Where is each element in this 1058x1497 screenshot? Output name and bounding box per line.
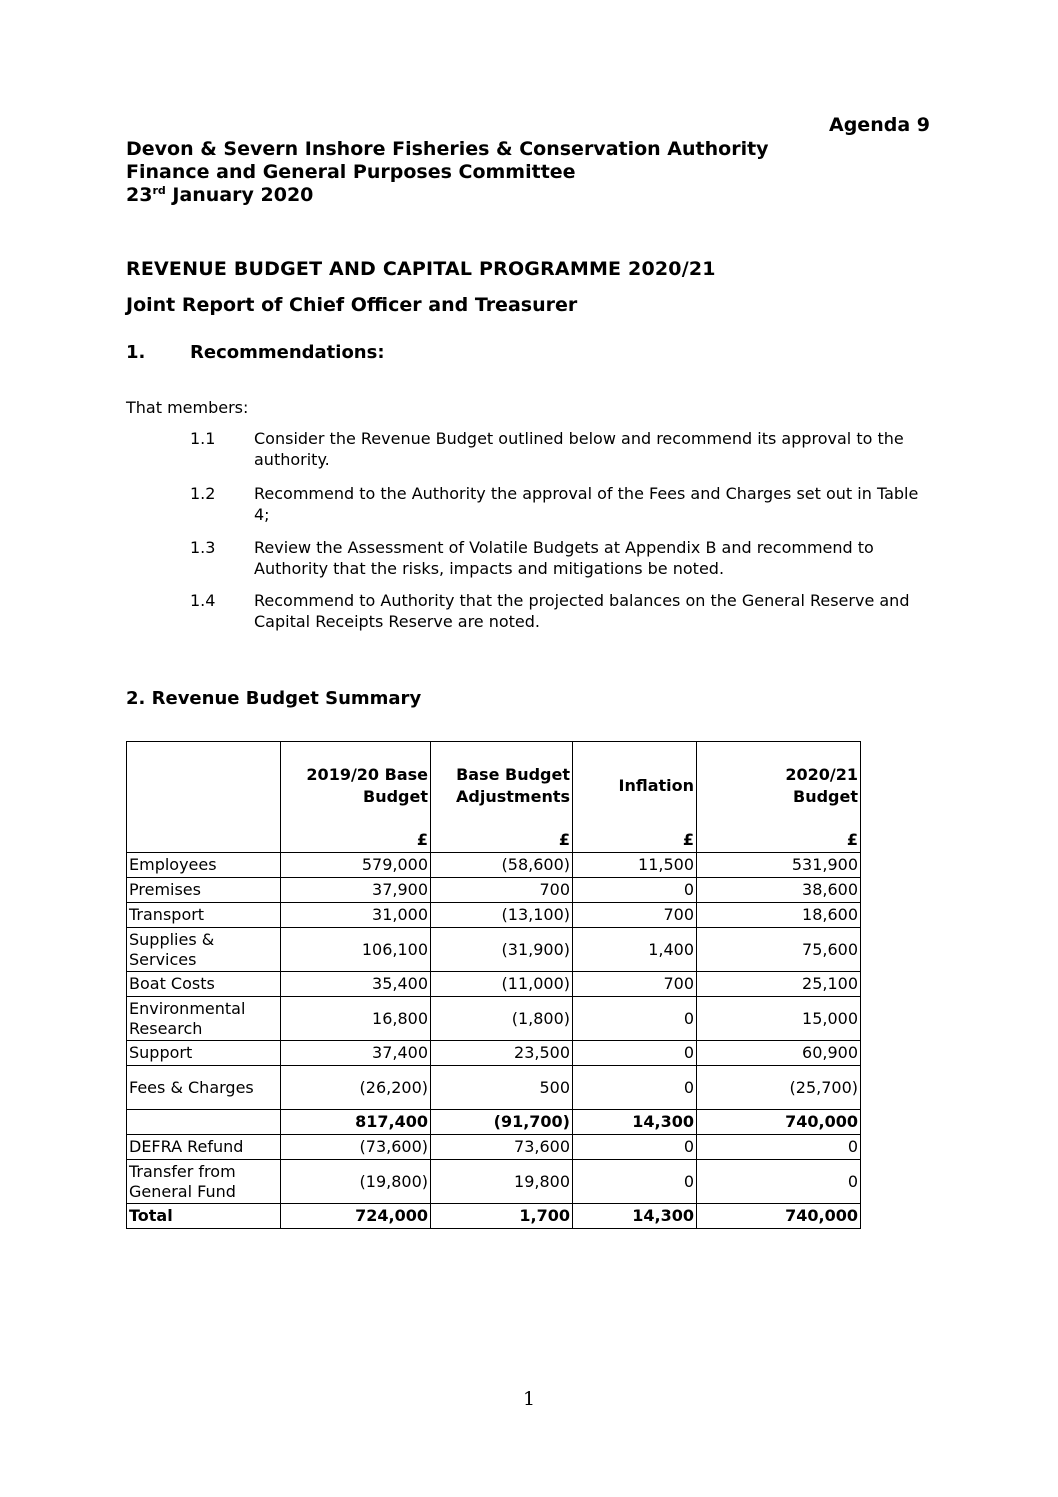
table-row	[127, 1066, 861, 1110]
table-cell: 740,000	[697, 1110, 861, 1135]
table-header-cell	[127, 742, 281, 853]
row-label: Boat Costs	[127, 972, 281, 997]
table-row	[127, 1135, 861, 1160]
row-label: Employees	[127, 853, 281, 878]
recommendation-number: 1.2	[190, 484, 216, 503]
table-cell: 25,100	[697, 972, 861, 997]
table-cell: 106,100	[281, 928, 431, 972]
table-cell: 579,000	[281, 853, 431, 878]
agenda-label: Agenda 9	[829, 114, 930, 136]
table-cell: 0	[573, 878, 697, 903]
table-header-row	[127, 742, 861, 853]
table-row	[127, 878, 861, 903]
table-cell: (11,000)	[431, 972, 573, 997]
table-cell: (91,700)	[431, 1110, 573, 1135]
total-row	[127, 1204, 861, 1229]
table-cell: 31,000	[281, 903, 431, 928]
table-cell: 14,300	[573, 1204, 697, 1229]
intro-text: That members:	[126, 398, 249, 417]
table-cell: 0	[573, 1066, 697, 1110]
table-row	[127, 997, 861, 1041]
table-cell: 724,000	[281, 1204, 431, 1229]
table-cell: (19,800)	[281, 1160, 431, 1204]
row-label: Transport	[127, 903, 281, 928]
table-row	[127, 1041, 861, 1066]
row-label: Environmental Research	[127, 997, 281, 1041]
revenue-budget-table	[126, 741, 861, 1229]
table-cell: 700	[573, 903, 697, 928]
subtotal-row	[127, 1110, 861, 1135]
section-number: 1.	[126, 342, 146, 363]
table-cell: 817,400	[281, 1110, 431, 1135]
table-cell: 531,900	[697, 853, 861, 878]
recommendation-text: Consider the Revenue Budget outlined below and recommend its approval to the authority.	[254, 429, 904, 469]
page-number: 1	[522, 1388, 536, 1410]
table-cell: 38,600	[697, 878, 861, 903]
table-cell: 37,400	[281, 1041, 431, 1066]
table-cell: 1,400	[573, 928, 697, 972]
table-cell: 15,000	[697, 997, 861, 1041]
table-cell: 23,500	[431, 1041, 573, 1066]
table-cell: 700	[431, 878, 573, 903]
section-heading-recommendations	[126, 342, 385, 363]
table-cell: 73,600	[431, 1135, 573, 1160]
recommendation-text: Recommend to the Authority the approval of the Fees and Charges set out in Table 4;	[254, 484, 919, 524]
recommendation-number: 1.3	[190, 538, 216, 557]
table-row	[127, 928, 861, 972]
table-cell: 0	[697, 1160, 861, 1204]
table-row	[127, 1160, 861, 1204]
row-label: Fees & Charges	[127, 1066, 281, 1110]
table-header-cell: Inflation £	[573, 742, 697, 853]
table-cell: 18,600	[697, 903, 861, 928]
row-label: Support	[127, 1041, 281, 1066]
recommendation-text: Recommend to Authority that the projected balances on the General Reserve and Capital Receipts Reserve are noted.	[254, 591, 910, 631]
row-label	[127, 1110, 281, 1135]
row-label: Transfer from General Fund	[127, 1160, 281, 1204]
committee-name: Finance and General Purposes Committee	[126, 161, 576, 183]
row-label: Total	[127, 1204, 281, 1229]
table-cell: 500	[431, 1066, 573, 1110]
page-subtitle: Joint Report of Chief Officer and Treasurer	[126, 294, 578, 316]
row-label: DEFRA Refund	[127, 1135, 281, 1160]
table-header-cell: 2020/21 Budget £	[697, 742, 861, 853]
table-cell: (1,800)	[431, 997, 573, 1041]
table-row	[127, 853, 861, 878]
table-cell: (13,100)	[431, 903, 573, 928]
table-cell: 37,900	[281, 878, 431, 903]
table-cell: 0	[573, 1160, 697, 1204]
recommendation-text: Review the Assessment of Volatile Budgets at Appendix B and recommend to Authority that the risks, impacts and mitigations be noted.	[254, 538, 874, 578]
table-row	[127, 903, 861, 928]
table-cell: 0	[697, 1135, 861, 1160]
recommendation-number: 1.4	[190, 591, 216, 610]
document-header	[126, 138, 769, 207]
meeting-date: 23rd January 2020	[126, 184, 314, 206]
section-title: Recommendations:	[190, 342, 385, 363]
table-header-cell: 2019/20 Base Budget £	[281, 742, 431, 853]
table-cell: 0	[573, 1041, 697, 1066]
organisation-name: Devon & Severn Inshore Fisheries & Conservation Authority	[126, 138, 769, 160]
recommendation-number: 1.1	[190, 429, 216, 448]
table-row	[127, 972, 861, 997]
table-cell: (26,200)	[281, 1066, 431, 1110]
table-cell: 60,900	[697, 1041, 861, 1066]
table-cell: 16,800	[281, 997, 431, 1041]
table-cell: 14,300	[573, 1110, 697, 1135]
row-label: Supplies & Services	[127, 928, 281, 972]
table-cell: 19,800	[431, 1160, 573, 1204]
table-cell: 0	[573, 997, 697, 1041]
table-header-cell: Base Budget Adjustments £	[431, 742, 573, 853]
section-heading-revenue-budget: 2. Revenue Budget Summary	[126, 688, 422, 709]
table-cell: 1,700	[431, 1204, 573, 1229]
table-cell: 11,500	[573, 853, 697, 878]
table-cell: (31,900)	[431, 928, 573, 972]
table-cell: (58,600)	[431, 853, 573, 878]
table-cell: (25,700)	[697, 1066, 861, 1110]
row-label: Premises	[127, 878, 281, 903]
table-cell: 700	[573, 972, 697, 997]
table-cell: 740,000	[697, 1204, 861, 1229]
table-cell: (73,600)	[281, 1135, 431, 1160]
table-cell: 35,400	[281, 972, 431, 997]
table-cell: 0	[573, 1135, 697, 1160]
page-title: REVENUE BUDGET AND CAPITAL PROGRAMME 2020/21	[126, 258, 716, 280]
table-cell: 75,600	[697, 928, 861, 972]
